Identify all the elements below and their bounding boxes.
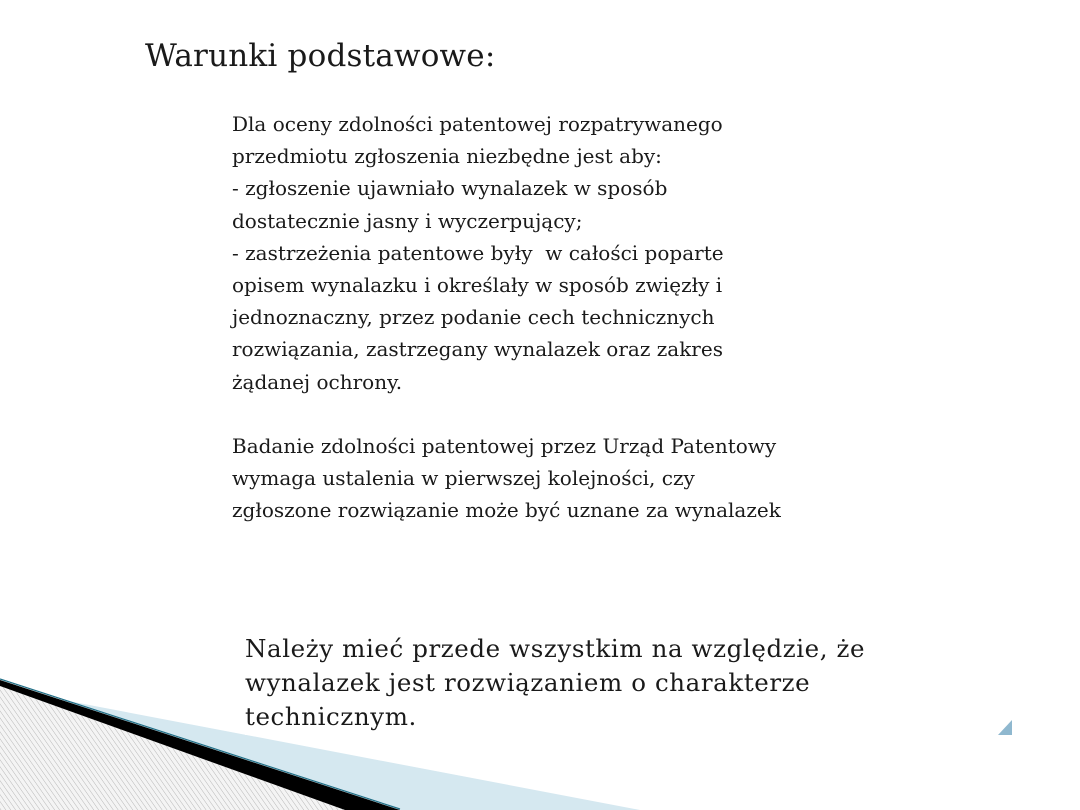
text-line: dostatecznie jasny i wyczerpujący; bbox=[232, 208, 583, 233]
text-line: zgłoszone rozwiązanie może być uznane za wynalazek bbox=[232, 498, 781, 523]
note-line: technicznym. bbox=[245, 702, 417, 731]
text-line: opisem wynalazku i określały w sposób zwięzły i bbox=[232, 273, 723, 298]
text-line: Dla oceny zdolności patentowej rozpatrywanego bbox=[232, 112, 723, 136]
body-text bbox=[232, 108, 1032, 526]
text-line: - zastrzeżenia patentowe były w całości poparte bbox=[232, 240, 724, 265]
text-line: żądanej ochrony. bbox=[232, 369, 403, 394]
text-line: jednoznaczny, przez podanie cech technicznych bbox=[232, 305, 715, 330]
paragraph-gap bbox=[232, 398, 1032, 430]
text-line: przedmiotu zgłoszenia niezbędne jest aby: bbox=[232, 144, 662, 169]
note-line: Należy mieć przede wszystkim na względzie, że bbox=[245, 634, 866, 663]
text-line: - zgłoszenie ujawniało wynalazek w sposób bbox=[232, 176, 668, 201]
slide-title: Warunki podstawowe: bbox=[145, 38, 496, 74]
text-line: Badanie zdolności patentowej przez Urząd Patentowy bbox=[232, 433, 777, 458]
text-line: wymaga ustalenia w pierwszej kolejności, czy bbox=[232, 466, 695, 491]
note-text bbox=[245, 632, 1025, 735]
text-line: rozwiązania, zastrzegany wynalazek oraz zakres bbox=[232, 337, 723, 362]
note-line: wynalazek jest rozwiązaniem o charakterze bbox=[245, 668, 811, 697]
corner-triangle bbox=[998, 720, 1012, 735]
